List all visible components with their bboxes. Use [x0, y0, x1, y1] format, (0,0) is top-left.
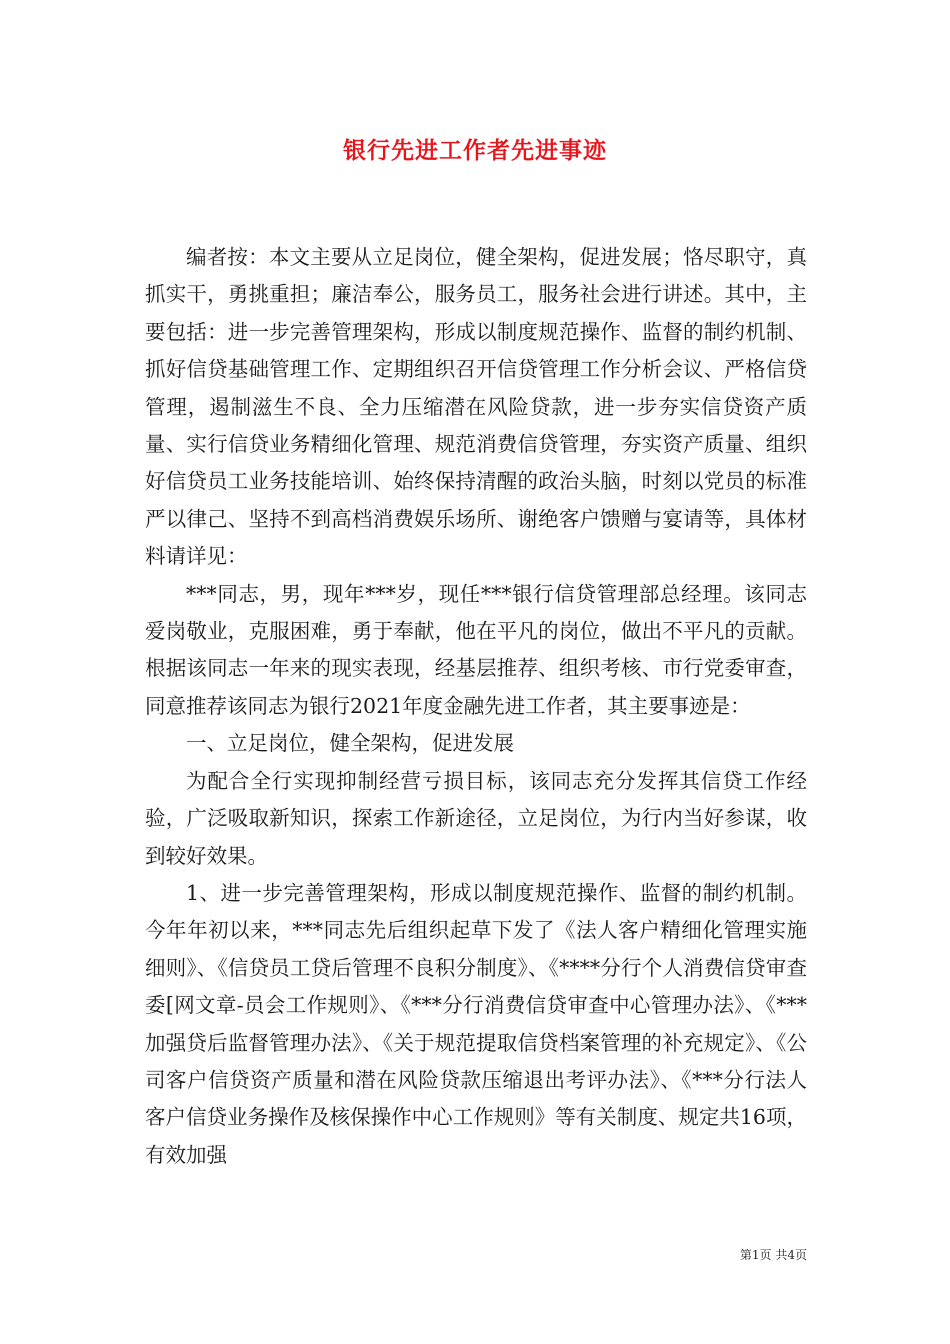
paragraph-item-1: 1、进一步完善管理架构，形成以制度规范操作、监督的制约机制。今年年初以来，***同志先后组织起草下发了《法人客户精细化管理实施细则》、《信贷员工贷后管理不良积分制度》、《****分行个人消费信贷审查委[网文章-员会工作规则》、《***分行消费信贷审查中心管理办法》、《***加强贷后监督管理办法》、《关于规范提取信贷档案管理的补充规定》、《公司客户信贷资产质量和潜在风险贷款压缩退出考评办法》、《***分行法人客户信贷业务操作及核保操作中心工作规则》等有关制度、规定共16项，有效加强 — [145, 880, 807, 1167]
paragraph-section-1: 为配合全行实现抑制经营亏损目标，该同志充分发挥其信贷工作经验，广泛吸取新知识，探索工作新途径，立足岗位，为行内当好参谋，收到较好效果。 — [145, 768, 807, 868]
document-title: 银行先进工作者先进事迹 — [343, 137, 607, 164]
section-heading: 一、立足岗位，健全架构，促进发展 — [186, 731, 514, 756]
document-body — [145, 239, 807, 1174]
paragraph-editor-note: 编者按：本文主要从立足岗位，健全架构，促进发展；恪尽职守，真抓实干，勇挑重担；廉洁奉公，服务员工，服务社会进行讲述。其中，主要包括：进一步完善管理架构，形成以制度规范操作、监督的制约机制、抓好信贷基础管理工作、定期组织召开信贷管理工作分析会议、严格信贷管理，遏制滋生不良、全力压缩潜在风险贷款，进一步夯实信贷资产质量、实行信贷业务精细化管理、规范消费信贷管理，夯实资产质量、组织好信贷员工业务技能培训、始终保持清醒的政治头脑，时刻以党员的标准严以律己、坚持不到高档消费娱乐场所、谢绝客户馈赠与宴请等，具体材料请详见： — [145, 245, 807, 569]
paragraph-intro: ***同志，男，现年***岁，现任***银行信贷管理部总经理。该同志爱岗敬业，克服困难，勇于奉献，他在平凡的岗位，做出不平凡的贡献。根据该同志一年来的现实表现，经基层推荐、组织考核、市行党委审查，同意推荐该同志为银行2021年度金融先进工作者，其主要事迹是： — [145, 581, 807, 718]
page-number: 第1页 共4页 — [739, 1248, 807, 1262]
